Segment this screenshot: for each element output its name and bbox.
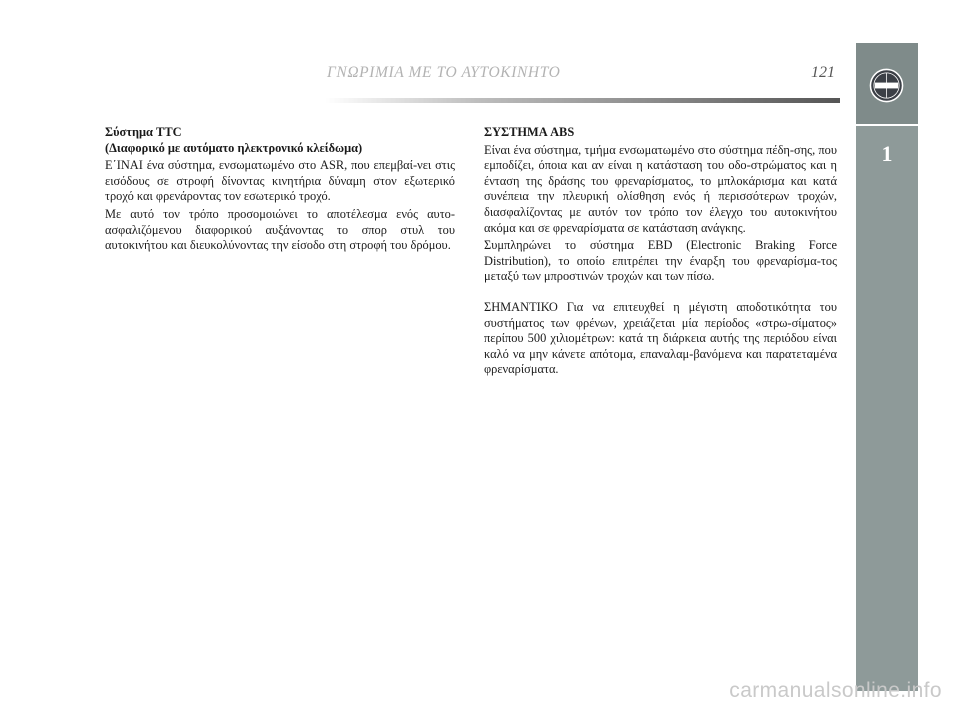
logo-box xyxy=(856,43,918,124)
abs-paragraph-1: Είναι ένα σύστημα, τμήμα ενσωματωμένο στο σύστημα πέδη-σης, που εμποδίζει, όποια και αν είναι η κατάσταση του οδο-στρώματος και η ένταση της δράσης του φρεναρίσματος, το μπλοκάρισμα και κατά συνέπεια την πλευρική ολίσθηση ενός ή περισσότερων τροχών, διασφαλίζοντας με αυτόν τον τρόπο τον έλεγχο του αυτοκινήτου ακόμα και σε φρεναρίσματα σε κατάσταση ανάγκης. xyxy=(484,142,837,235)
tab-divider xyxy=(856,124,918,126)
watermark: carmanualsonline.info xyxy=(729,679,942,702)
running-header-title: ΓΝΩΡΙΜΙΑ ΜΕ ΤΟ ΑΥΤΟΚΙΝΗΤΟ xyxy=(327,64,561,81)
chapter-number: 1 xyxy=(881,141,893,166)
header-rule xyxy=(325,98,840,103)
ttc-paragraph-1: Ε΄ΙΝΑΙ ένα σύστημα, ενσωματωμένο στο ASR, που επεμβαί-νει στις εισόδους σε στροφή δίνοντας κινητήρια δύναμη στον εξωτερικό τροχό και φρενάροντας τον εσωτερικό τροχό. xyxy=(105,158,455,204)
abs-paragraph-2: Συμπληρώνει το σύστημα EBD (Electronic Braking Force Distribution), το οποίο επιτρέπει την έναρξη του φρεναρίσμα-τος μεταξύ των μπροστινών τροχών και των πίσω. xyxy=(484,238,837,284)
lancia-logo-icon xyxy=(869,68,904,103)
ttc-heading: Σύστημα TTC xyxy=(105,125,182,139)
left-column xyxy=(105,125,455,254)
chapter-side-tab xyxy=(856,43,918,691)
abs-heading: ΣΥΣΤΗΜΑ ABS xyxy=(484,125,575,139)
right-column xyxy=(484,125,837,378)
ttc-subheading: (Διαφορικό με αυτόματο ηλεκτρονικό κλείδωμα) xyxy=(105,140,363,155)
abs-important-note: ΣΗΜΑΝΤΙΚΟ Για να επιτευχθεί η μέγιστη αποδοτικότητα του συστήματος των φρένων, χρειάζεται μία περίοδος «στρω-σίματος» περίπου 500 χιλιομέτρων: κατά τη διάρκεια αυτής της περιόδου είναι καλό να μην κάνετε απότομα, επαναλαμ-βανόμενα και παρατεταμένα φρεναρίσματα. xyxy=(484,299,837,377)
ttc-paragraph-2: Με αυτό τον τρόπο προσομοιώνει το αποτέλεσμα ενός αυτο-ασφαλιζόμενου διαφορικού αυξάνοντας το σπορ στυλ του αυτοκινήτου και διευκολύνοντας την είσοδο στη στροφή του δρόμου. xyxy=(105,206,455,253)
paragraph-gap xyxy=(484,285,837,298)
page-number: 121 xyxy=(811,64,835,81)
